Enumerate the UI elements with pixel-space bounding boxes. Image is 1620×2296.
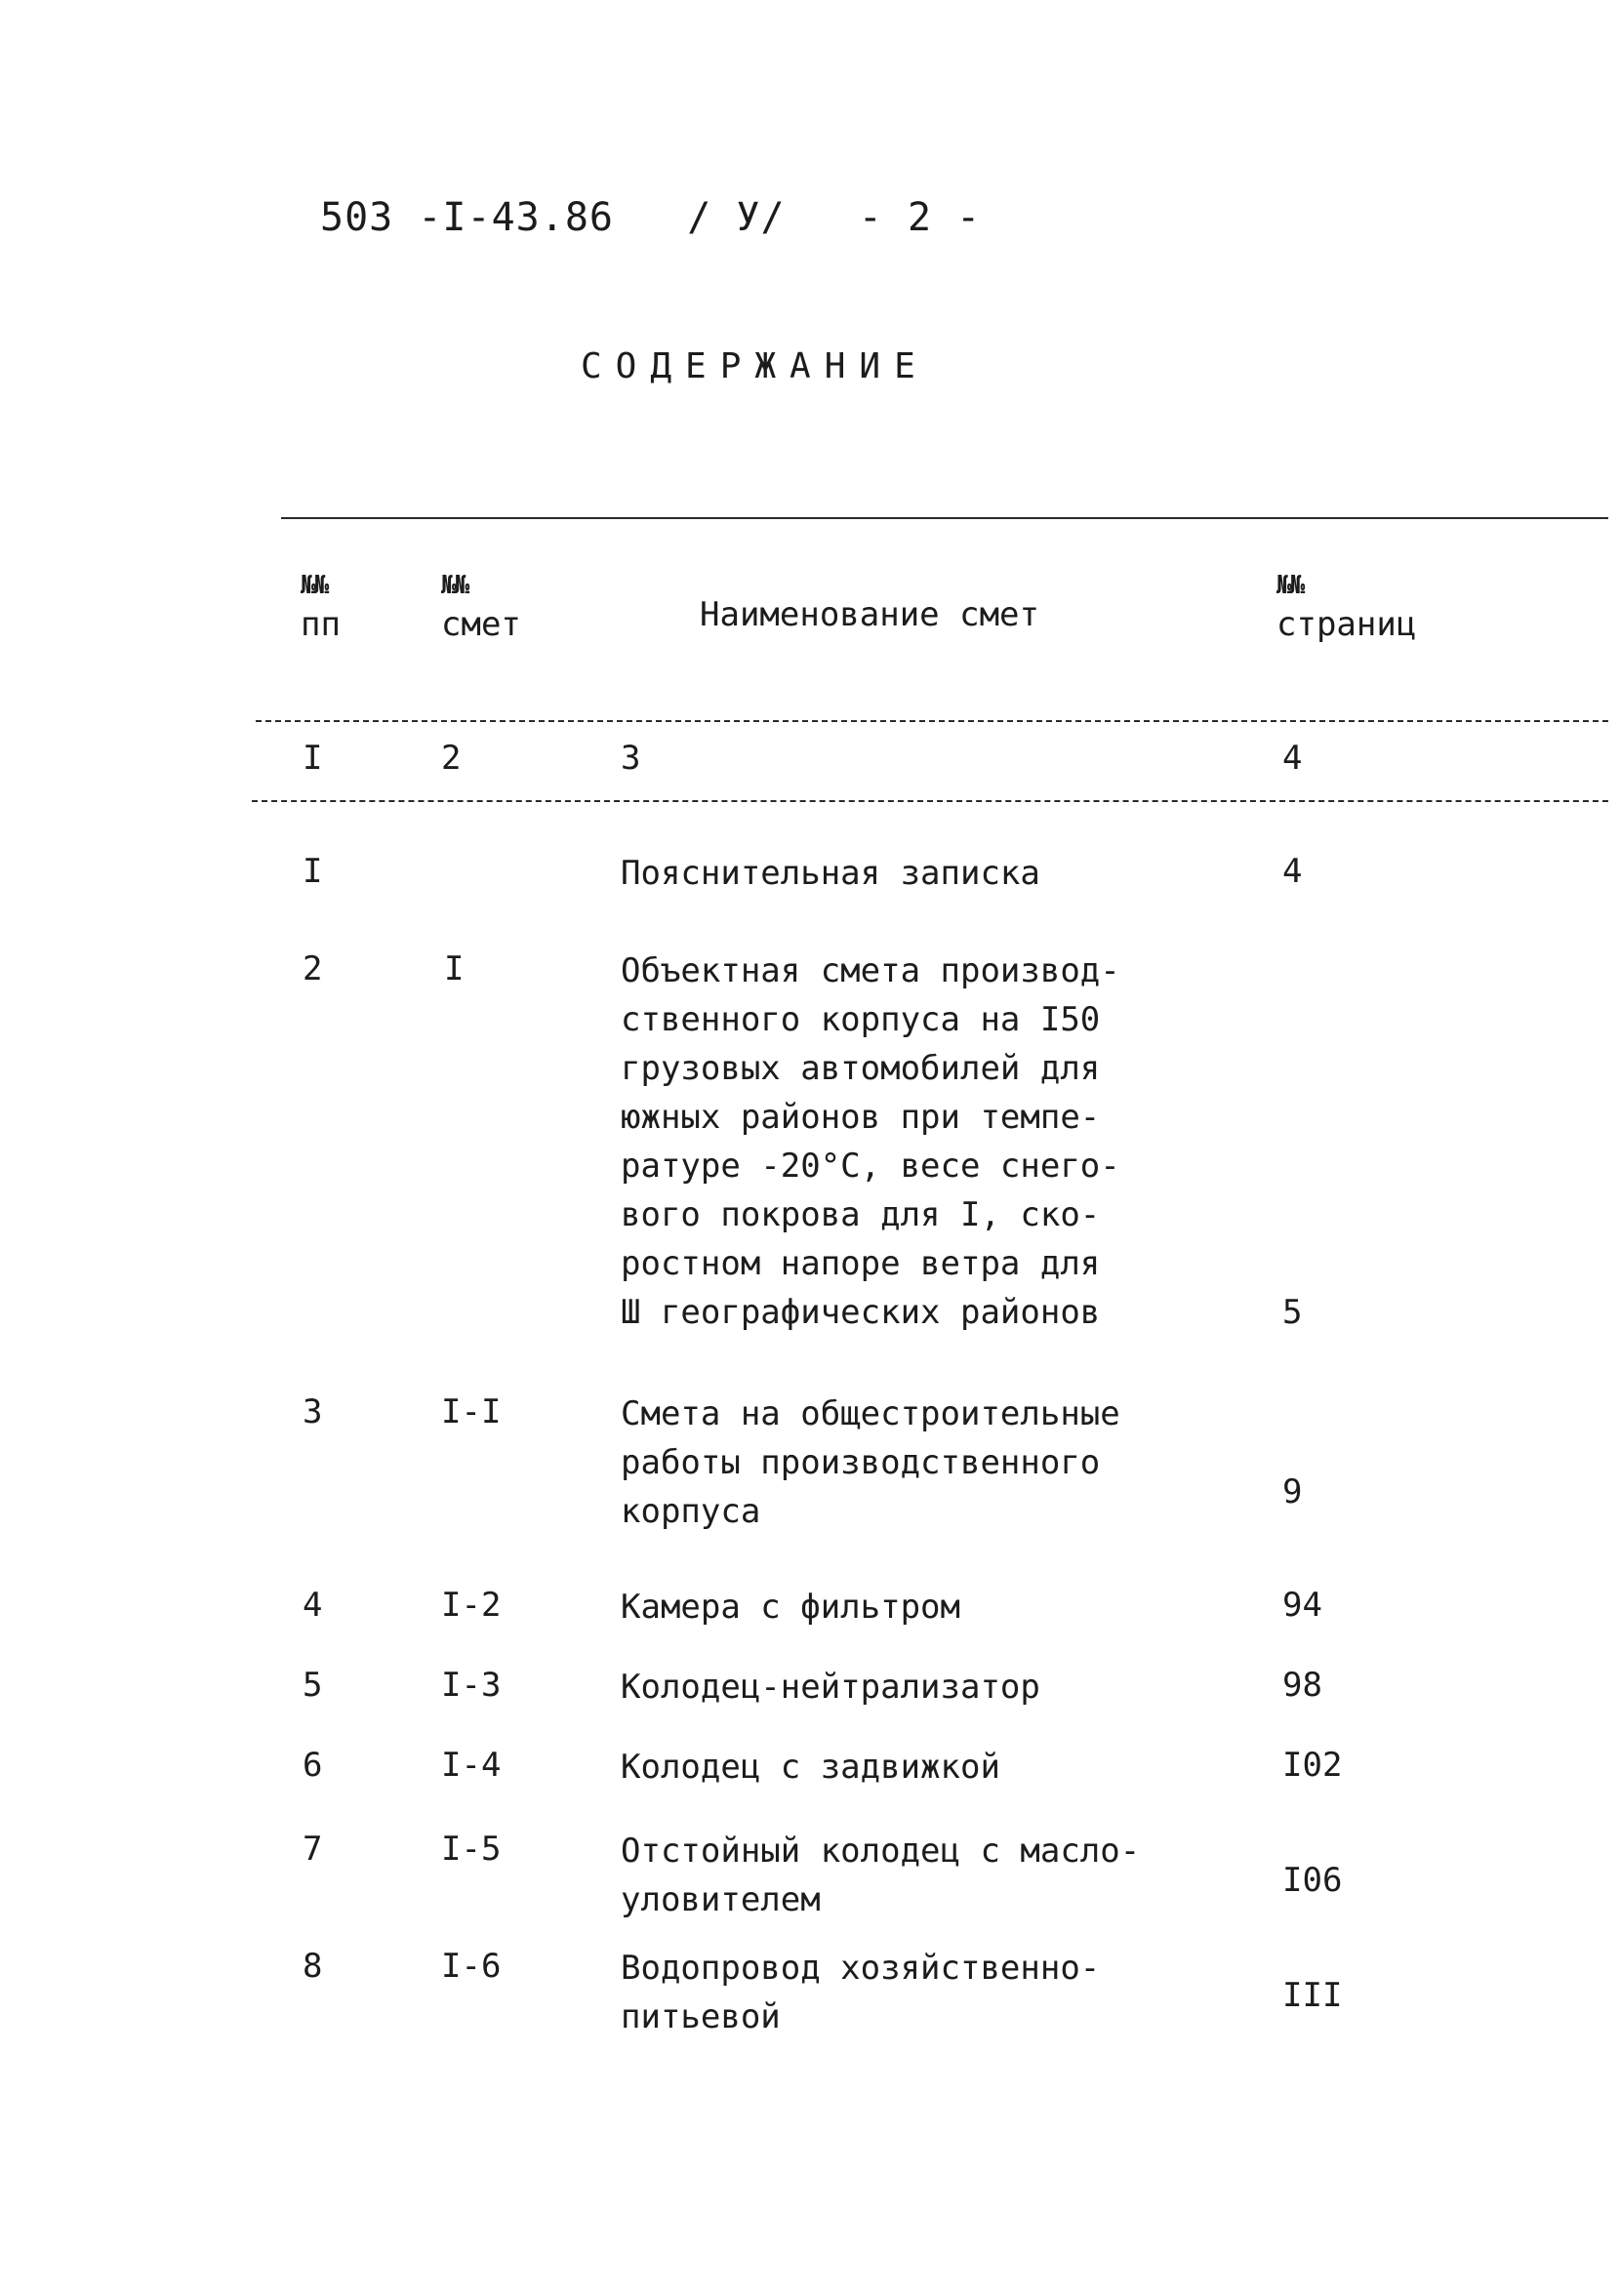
header-label: страниц: [1276, 605, 1417, 644]
table-top-rule: [281, 517, 1608, 519]
column-number: 4: [1282, 739, 1303, 778]
row-pp: 4: [303, 1586, 323, 1625]
row-smet: I-2: [441, 1586, 502, 1625]
row-page: I06: [1282, 1861, 1343, 1900]
row-smet: I: [444, 949, 465, 988]
row-pp: 8: [303, 1947, 323, 1986]
document-code: 503 -I-43.86 / У/ - 2 -: [320, 195, 982, 240]
row-page: 4: [1282, 852, 1303, 891]
header-pages: [1276, 566, 1416, 644]
row-page: 94: [1282, 1586, 1322, 1625]
row-page: I02: [1282, 1746, 1343, 1785]
number-sign-symbol: №№: [441, 571, 468, 600]
row-name: [621, 1583, 960, 1631]
row-pp: 7: [303, 1830, 323, 1869]
row-smet: I-4: [441, 1746, 502, 1785]
number-sign-symbol: №№: [1276, 571, 1304, 600]
row-name: [621, 1390, 1120, 1536]
column-number: 3: [621, 739, 641, 778]
row-name-line: грузовых автомобилей для: [621, 1049, 1101, 1088]
row-pp: 6: [303, 1746, 323, 1785]
row-name-line: Объектная смета производ-: [621, 951, 1120, 990]
row-smet: I-5: [441, 1830, 502, 1869]
row-name: [621, 947, 1120, 1337]
header-pp: [301, 566, 341, 644]
row-smet: I-3: [441, 1666, 502, 1705]
row-page: 98: [1282, 1666, 1322, 1705]
row-name-line: работы производственного: [621, 1443, 1101, 1482]
row-name-line: Отстойный колодец с масло-: [621, 1832, 1141, 1871]
row-name-line: ратуре -20°С, весе снего-: [621, 1147, 1120, 1186]
row-name-line: Смета на общестроительные: [621, 1394, 1120, 1433]
row-name-line: ростном напоре ветра для: [621, 1244, 1101, 1283]
row-name-line: Ш географических районов: [621, 1293, 1101, 1332]
page-title: СОДЕРЖАНИЕ: [581, 346, 929, 386]
header-label: пп: [301, 605, 341, 644]
row-name-line: Колодец-нейтрализатор: [621, 1668, 1040, 1707]
row-page: 9: [1282, 1472, 1303, 1511]
row-name-line: Водопровод хозяйственно-: [621, 1949, 1101, 1988]
row-smet: I-6: [441, 1947, 502, 1986]
column-numbers-rule: [252, 800, 1608, 802]
row-page: 5: [1282, 1293, 1303, 1332]
header-smet: [441, 566, 521, 644]
row-name-line: Камера с фильтром: [621, 1588, 960, 1627]
row-name-line: вого покрова для I, ско-: [621, 1195, 1101, 1234]
row-name-line: ственного корпуса на I50: [621, 1000, 1101, 1039]
header-rule: [256, 720, 1608, 722]
row-name: [621, 1827, 1140, 1924]
row-pp: I: [303, 852, 323, 891]
number-sign-symbol: №№: [301, 571, 328, 600]
header-name: [700, 595, 1039, 634]
row-pp: 2: [303, 949, 323, 988]
row-name: [621, 1663, 1040, 1712]
row-name: [621, 1743, 1000, 1792]
row-name-line: уловителем: [621, 1880, 821, 1919]
row-name-line: южных районов при темпе-: [621, 1098, 1101, 1137]
row-name: [621, 849, 1040, 898]
row-name-line: питьевой: [621, 1997, 781, 2036]
row-name: [621, 1944, 1100, 2041]
row-name-line: Колодец с задвижкой: [621, 1748, 1000, 1787]
row-name-line: корпуса: [621, 1492, 761, 1531]
row-pp: 5: [303, 1666, 323, 1705]
row-page: III: [1282, 1976, 1343, 2015]
column-number: I: [303, 739, 323, 778]
column-number: 2: [441, 739, 462, 778]
row-smet: I-I: [441, 1392, 502, 1431]
row-pp: 3: [303, 1392, 323, 1431]
header-label: смет: [441, 605, 521, 644]
header-label: Наименование смет: [700, 595, 1039, 634]
row-name-line: Пояснительная записка: [621, 854, 1040, 893]
